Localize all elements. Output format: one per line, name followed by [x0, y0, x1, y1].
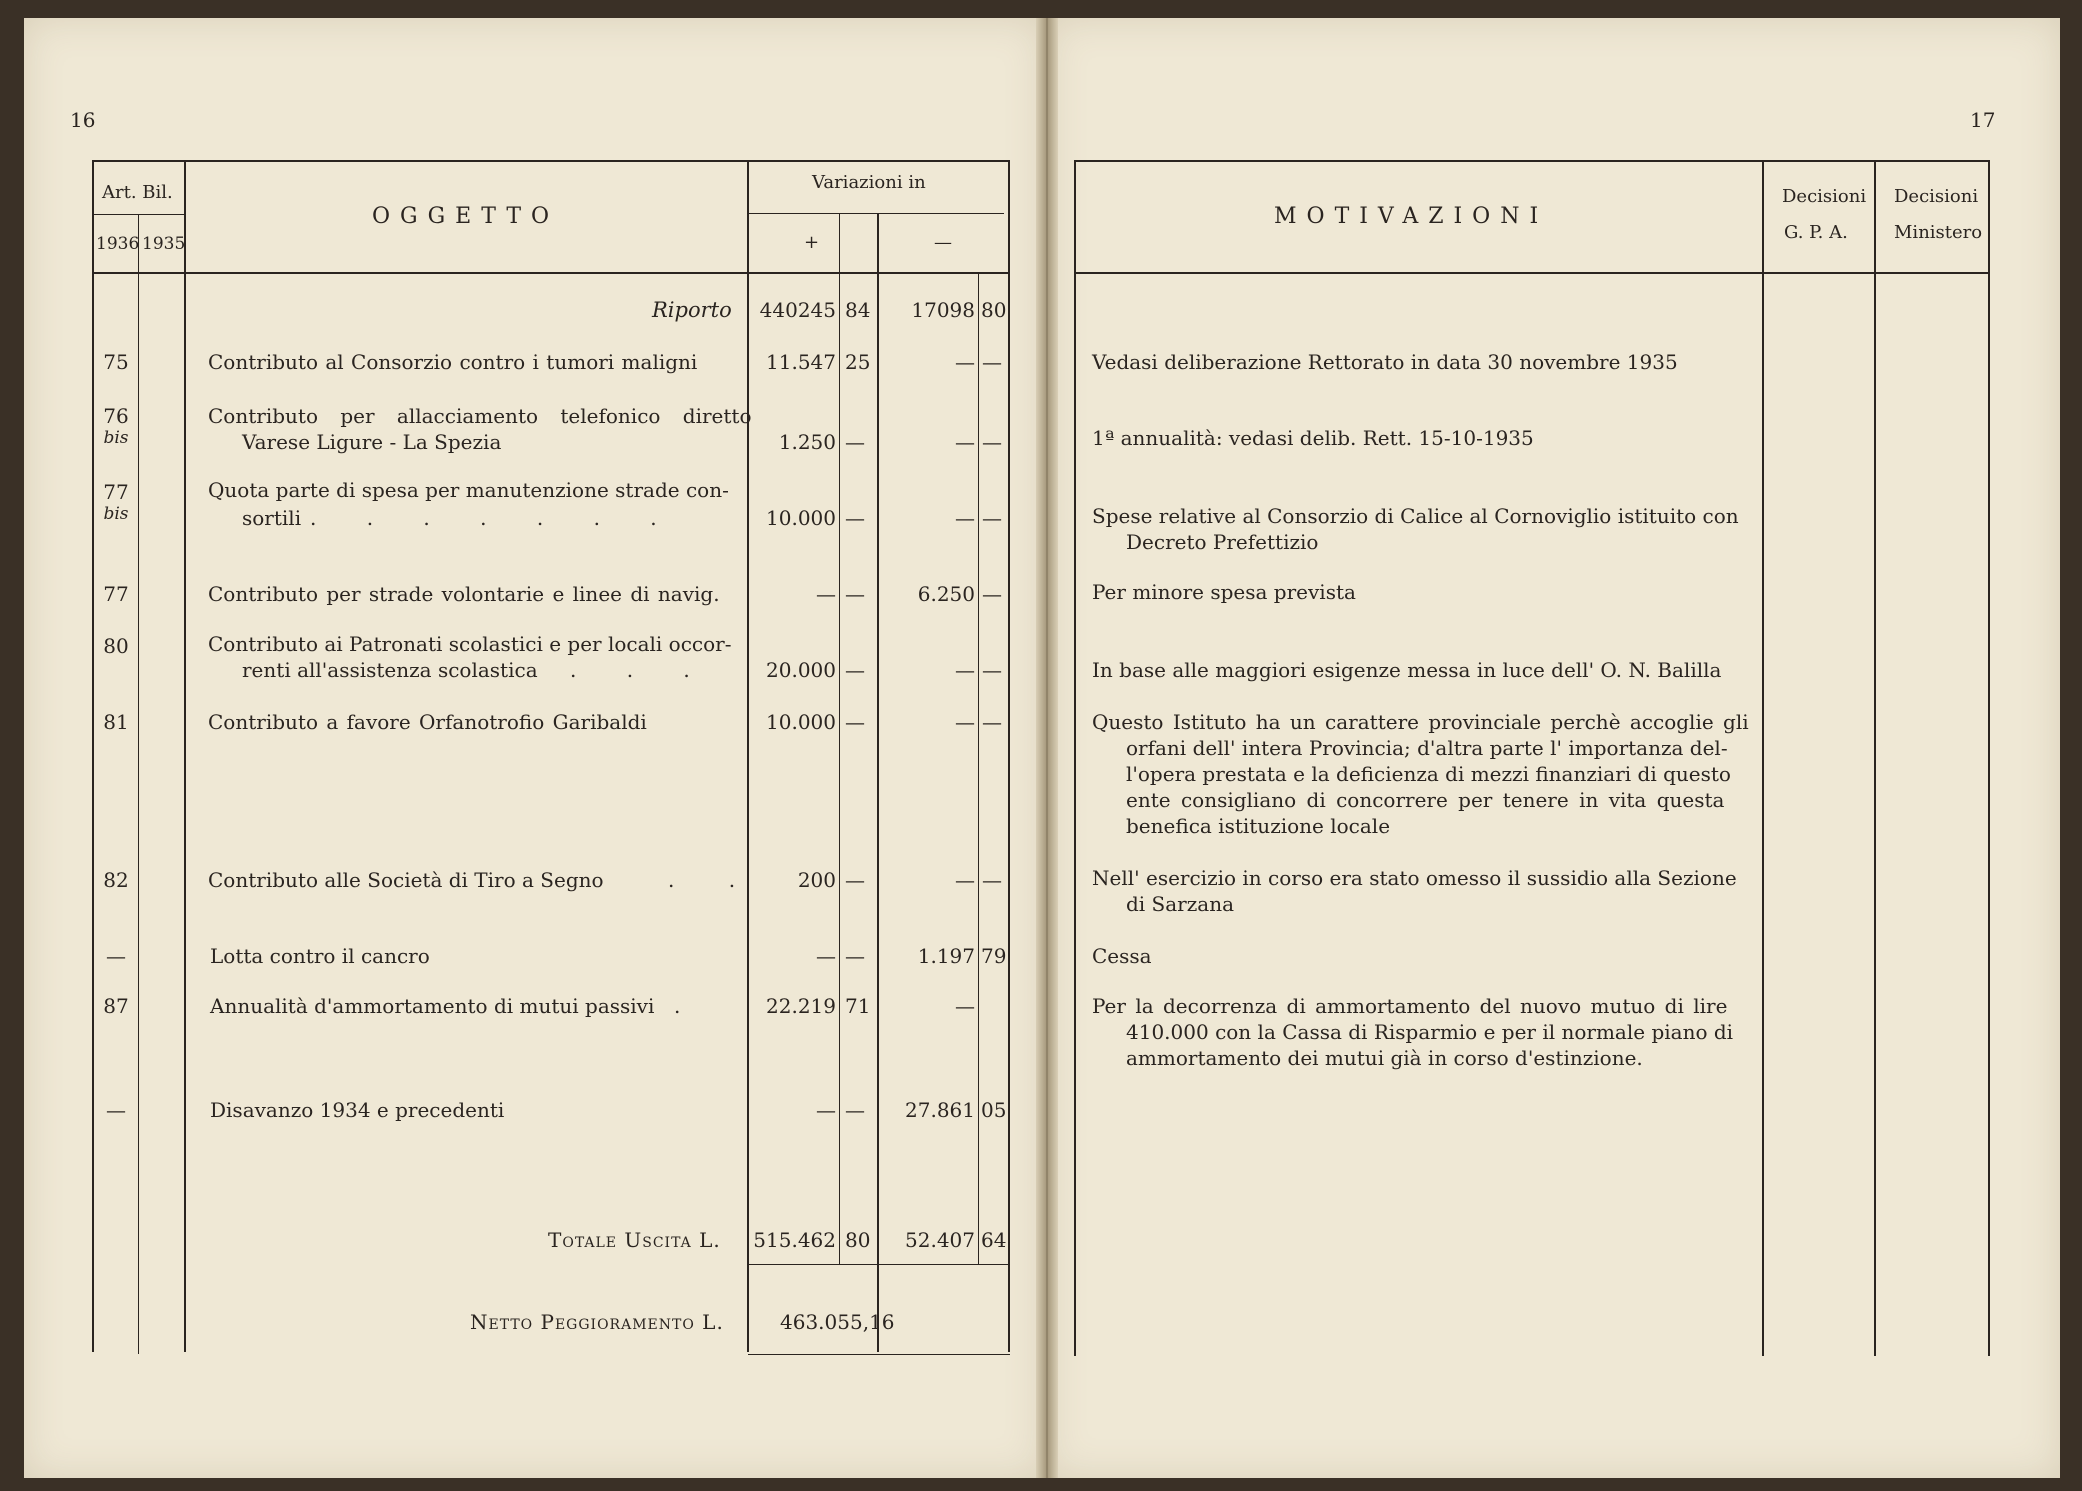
row-oggetto-line2: Varese Ligure - La Spezia — [242, 430, 502, 454]
row-minus-int: — — [955, 994, 975, 1018]
row-art: 82 — [103, 868, 129, 892]
row-plus-dec: — — [845, 944, 865, 968]
header-minus: — — [934, 232, 952, 253]
row-plus-int: 11.547 — [766, 350, 836, 374]
row-plus-dec: — — [845, 430, 865, 454]
row-minus-int: 1.197 — [917, 944, 975, 968]
row-oggetto-line1: Contributo al Consorzio contro i tumori maligni — [208, 350, 698, 374]
row-minus-dec: — — [982, 710, 1002, 734]
totale-plus-int: 515.462 — [753, 1228, 836, 1252]
row-plus-dec: — — [845, 658, 865, 682]
header-oggetto: OGGETTO — [372, 204, 560, 229]
motivation-line: Spese relative al Consorzio di Calice al Cornoviglio istituito con — [1092, 504, 1739, 528]
row-plus-int: 10.000 — [766, 710, 836, 734]
netto-peggioramento-value: 463.055,16 — [780, 1310, 895, 1334]
row-oggetto-line1: Disavanzo 1934 e precedenti — [210, 1098, 505, 1122]
motivation-line: orfani dell' intera Provincia; d'altra parte l' importanza del- — [1126, 736, 1728, 760]
row-plus-dec: 71 — [845, 994, 871, 1018]
row-oggetto-line1: Contributo ai Patronati scolastici e per locali occor- — [208, 632, 732, 656]
row-minus-int: — — [955, 710, 975, 734]
row-plus-int: 22.219 — [766, 994, 836, 1018]
row-oggetto-line1: Contributo per strade volontarie e linee di navig. — [208, 582, 720, 606]
row-oggetto-line1: Contributo per allacciamento telefonico diretto — [208, 404, 752, 428]
leader-dots: . . — [668, 868, 760, 892]
motivation-line: Per minore spesa prevista — [1092, 580, 1356, 604]
row-art-suffix: bis — [103, 428, 129, 448]
motivation-line: Per la decorrenza di ammortamento del nuovo mutuo di lire — [1092, 994, 1728, 1018]
row-plus-int: 1.250 — [778, 430, 836, 454]
row-oggetto-line2: sortili — [242, 506, 302, 530]
motivation-line: l'opera prestata e la deficienza di mezzi finanziari di questo — [1126, 762, 1731, 786]
row-oggetto-line1: Contributo alle Società di Tiro a Segno — [208, 868, 604, 892]
riporto-minus-int: 17098 — [911, 298, 975, 322]
motivation-line: ammortamento dei mutui già in corso d'estinzione. — [1126, 1046, 1643, 1070]
row-oggetto-line1: Lotta contro il cancro — [210, 944, 430, 968]
row-art: 76 — [103, 404, 129, 428]
row-minus-int: — — [955, 350, 975, 374]
motivation-line: benefica istituzione locale — [1126, 814, 1391, 838]
row-plus-int: 10.000 — [766, 506, 836, 530]
row-minus-int: — — [955, 658, 975, 682]
totale-minus-int: 52.407 — [905, 1228, 975, 1252]
row-minus-int: — — [955, 868, 975, 892]
motivation-line: In base alle maggiori esigenze messa in luce dell' O. N. Balilla — [1092, 658, 1722, 682]
leader-dots: . . . — [570, 658, 712, 682]
row-minus-int: 27.861 — [905, 1098, 975, 1122]
netto-peggioramento-label: Netto Peggioramento L. — [470, 1310, 724, 1334]
motivation-line: Nell' esercizio in corso era stato omesso il sussidio alla Sezione — [1092, 866, 1737, 890]
row-art: 77 — [103, 480, 129, 504]
row-art: 75 — [103, 350, 129, 374]
page-number-right: 17 — [1970, 108, 1996, 132]
row-oggetto-line1: Contributo a favore Orfanotrofio Garibaldi — [208, 710, 647, 734]
row-art: 81 — [103, 710, 129, 734]
riporto-label: Riporto — [652, 298, 732, 322]
row-oggetto-line2: renti all'assistenza scolastica — [242, 658, 538, 682]
header-variazioni: Variazioni in — [812, 172, 926, 193]
header-plus: + — [804, 232, 820, 253]
row-art: 80 — [103, 634, 129, 658]
leader-dots: . — [674, 994, 681, 1018]
row-minus-dec: 05 — [981, 1098, 1007, 1122]
row-art-suffix: bis — [103, 504, 129, 524]
row-art: 87 — [103, 994, 129, 1018]
row-plus-int: — — [816, 944, 836, 968]
book-gutter — [1036, 18, 1058, 1478]
leader-dots: . . . . . . . — [310, 506, 679, 530]
header-art-bil: Art. Bil. — [102, 182, 173, 203]
row-plus-dec: — — [845, 506, 865, 530]
row-oggetto-line1: Quota parte di spesa per manutenzione strade con- — [208, 478, 729, 502]
row-plus-int: 200 — [797, 868, 836, 892]
row-plus-dec: — — [845, 710, 865, 734]
riporto-minus-dec: 80 — [981, 298, 1007, 322]
row-minus-int: — — [955, 430, 975, 454]
header-decisioni-gpa-sub: G. P. A. — [1784, 222, 1848, 243]
motivation-line: Questo Istituto ha un carattere provinciale perchè accoglie gli — [1092, 710, 1749, 734]
totale-uscita-label: Totale Uscita L. — [548, 1228, 721, 1252]
motivation-line: Decreto Prefettizio — [1126, 530, 1319, 554]
motivation-line: 410.000 con la Cassa di Risparmio e per il normale piano di — [1126, 1020, 1734, 1044]
row-minus-dec: — — [982, 868, 1002, 892]
page-number-left: 16 — [70, 108, 96, 132]
row-plus-dec: 25 — [845, 350, 871, 374]
header-decisioni-ministero-sub: Ministero — [1894, 222, 1983, 243]
row-minus-dec: — — [982, 658, 1002, 682]
row-minus-dec: — — [982, 582, 1002, 606]
motivation-line: ente consigliano di concorrere per tenere in vita questa — [1126, 788, 1725, 812]
motivation-line: Vedasi deliberazione Rettorato in data 30 novembre 1935 — [1092, 350, 1678, 374]
row-oggetto-line1: Annualità d'ammortamento di mutui passivi — [210, 994, 655, 1018]
row-art: — — [106, 1098, 126, 1122]
riporto-plus-int: 440245 — [759, 298, 836, 322]
row-plus-dec: — — [845, 868, 865, 892]
motivation-line: di Sarzana — [1126, 892, 1235, 916]
totale-plus-dec: 80 — [845, 1228, 871, 1252]
row-plus-dec: — — [845, 1098, 865, 1122]
totale-minus-dec: 64 — [981, 1228, 1007, 1252]
row-art: — — [106, 944, 126, 968]
row-art: 77 — [103, 582, 129, 606]
row-minus-int: 6.250 — [917, 582, 975, 606]
header-year-1936: 1936 — [96, 234, 140, 254]
row-minus-dec: — — [982, 506, 1002, 530]
header-motivazioni: MOTIVAZIONI — [1274, 204, 1549, 229]
row-plus-int: 20.000 — [766, 658, 836, 682]
header-decisioni-gpa: Decisioni — [1782, 186, 1867, 207]
row-minus-dec: — — [982, 350, 1002, 374]
row-plus-dec: — — [845, 582, 865, 606]
row-minus-int: — — [955, 506, 975, 530]
row-minus-dec: 79 — [981, 944, 1007, 968]
row-minus-dec: — — [982, 430, 1002, 454]
header-year-1935: 1935 — [142, 234, 186, 254]
header-decisioni-ministero: Decisioni — [1894, 186, 1979, 207]
motivation-line: Cessa — [1092, 944, 1152, 968]
row-plus-int: — — [816, 1098, 836, 1122]
motivation-line: 1ª annualità: vedasi delib. Rett. 15-10-1935 — [1092, 426, 1534, 450]
row-plus-int: — — [816, 582, 836, 606]
riporto-plus-dec: 84 — [845, 298, 871, 322]
